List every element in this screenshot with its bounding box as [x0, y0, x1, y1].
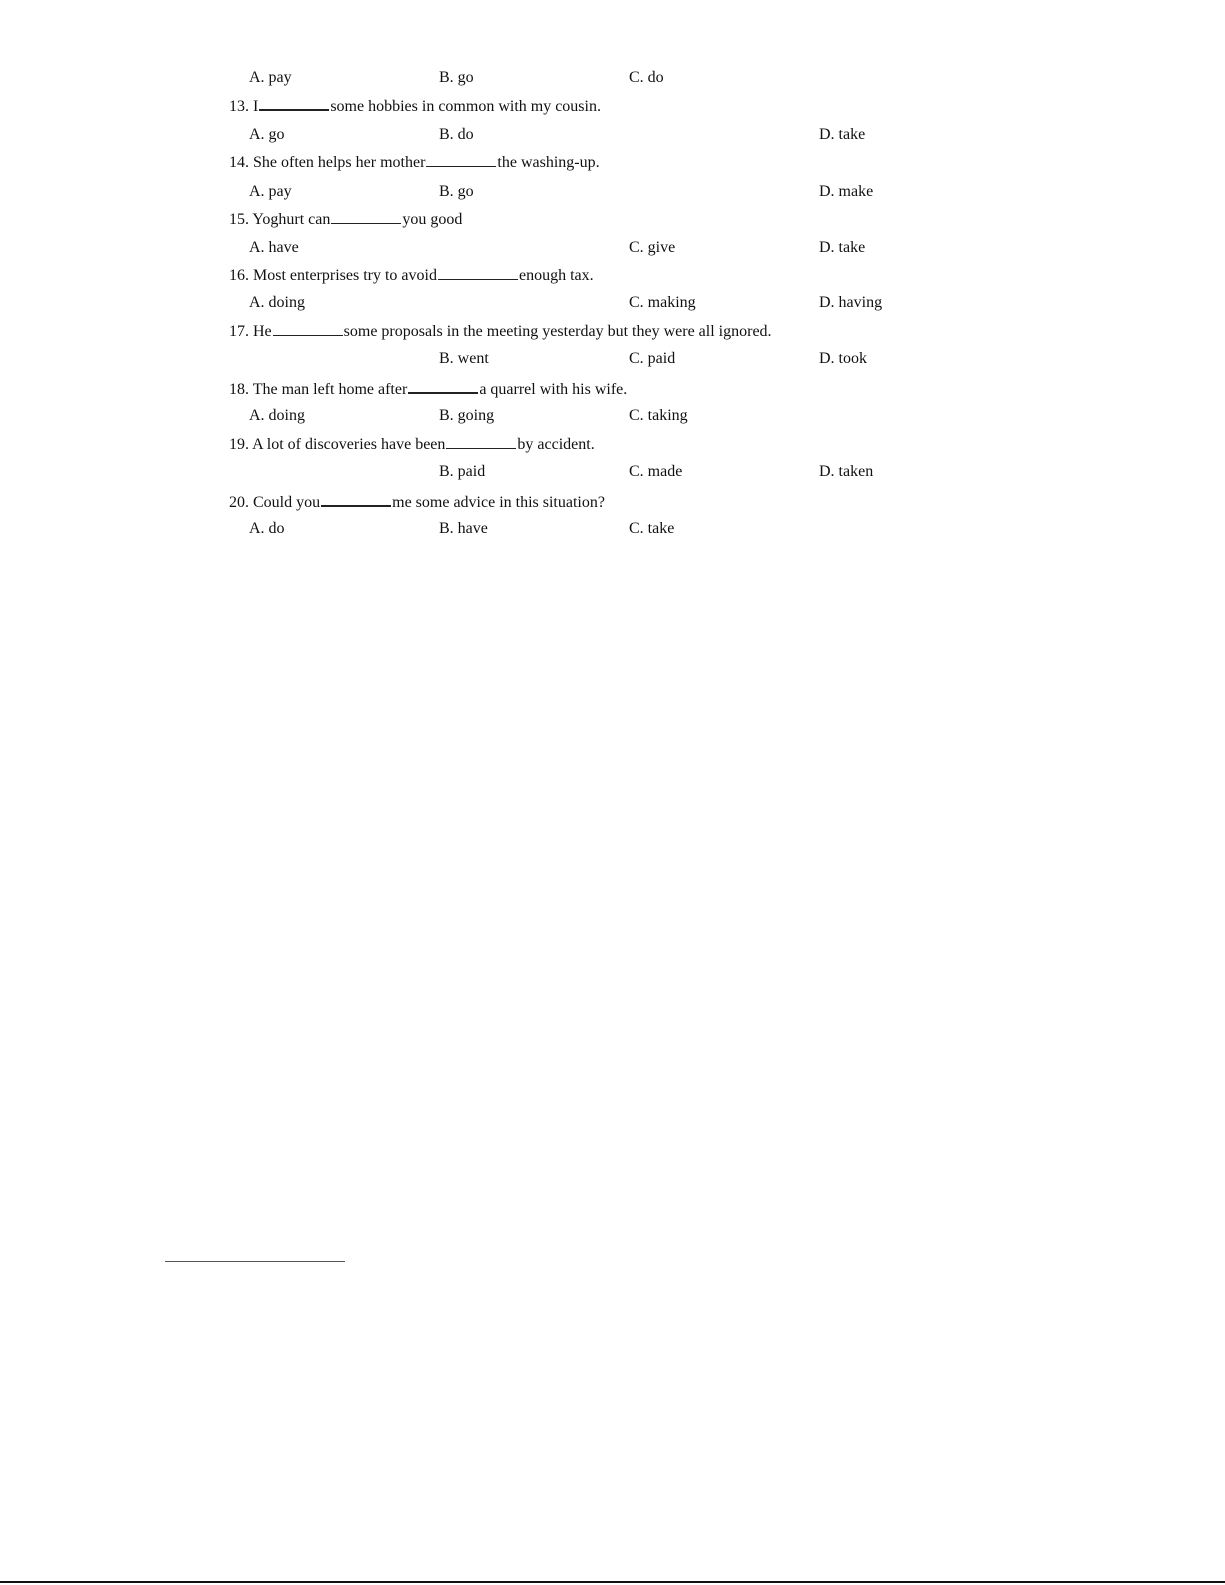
q15-option-a: A. have — [249, 239, 299, 256]
question-16-start: 16. Most enterprises try to avoid — [229, 267, 437, 284]
question-17-start: 17. He — [229, 323, 272, 340]
question-18 — [229, 377, 627, 399]
q13-option-b: B. do — [439, 126, 474, 143]
q12-option-a: A. pay — [249, 69, 292, 86]
question-15-end: you good — [402, 211, 463, 228]
question-18-blank — [408, 377, 478, 394]
q17-option-b: B. went — [439, 350, 489, 367]
q14-option-a: A. pay — [249, 183, 292, 200]
question-15-blank — [331, 208, 401, 224]
q19-option-b: B. paid — [439, 463, 486, 480]
question-20 — [229, 490, 605, 512]
question-15-start: 15. Yoghurt can — [229, 211, 331, 228]
question-19-blank — [446, 433, 516, 449]
q14-option-d: D. make — [819, 183, 874, 200]
question-19-end: by accident. — [517, 436, 595, 453]
question-17-blank — [273, 320, 343, 336]
question-20-blank — [321, 490, 391, 507]
question-16 — [229, 264, 594, 286]
question-16-blank — [438, 264, 518, 280]
q15-option-c: C. give — [629, 239, 676, 256]
q12-option-c: C. do — [629, 69, 664, 86]
footnote-divider — [165, 1261, 345, 1262]
question-18-start: 18. The man left home after — [229, 381, 408, 398]
q19-option-d: D. taken — [819, 463, 874, 480]
q13-option-a: A. go — [249, 126, 285, 143]
question-14-end: the washing-up. — [497, 154, 600, 171]
question-19-start: 19. A lot of discoveries have been — [229, 436, 446, 453]
question-14-start: 14. She often helps her mother — [229, 154, 426, 171]
question-13 — [229, 94, 601, 116]
q16-option-d: D. having — [819, 294, 883, 311]
question-20-end: me some advice in this situation? — [392, 494, 605, 511]
question-20-start: 20. Could you — [229, 494, 321, 511]
question-17-end: some proposals in the meeting yesterday but they were all ignored. — [343, 323, 772, 340]
question-13-end: some hobbies in common with my cousin. — [330, 98, 601, 115]
q16-option-a: A. doing — [249, 294, 305, 311]
q18-option-c: C. taking — [629, 407, 688, 424]
q15-option-d: D. take — [819, 239, 866, 256]
q18-option-b: B. going — [439, 407, 495, 424]
question-13-start: 13. I — [229, 98, 259, 115]
q12-option-b: B. go — [439, 69, 474, 86]
question-18-end: a quarrel with his wife. — [479, 381, 628, 398]
question-17 — [229, 320, 772, 342]
q14-option-b: B. go — [439, 183, 474, 200]
q20-option-c: C. take — [629, 520, 675, 537]
q19-option-c: C. made — [629, 463, 683, 480]
q17-option-c: C. paid — [629, 350, 676, 367]
q18-option-a: A. doing — [249, 407, 305, 424]
q20-option-b: B. have — [439, 520, 488, 537]
question-19 — [229, 433, 595, 455]
question-13-blank — [259, 94, 329, 111]
question-15 — [229, 208, 462, 230]
q17-option-d: D. took — [819, 350, 867, 367]
q13-option-d: D. take — [819, 126, 866, 143]
question-16-end: enough tax. — [518, 267, 594, 284]
q16-option-c: C. making — [629, 294, 696, 311]
q20-option-a: A. do — [249, 520, 285, 537]
question-14-blank — [426, 151, 496, 167]
question-14 — [229, 151, 600, 173]
page-bottom-border — [0, 1581, 1225, 1583]
